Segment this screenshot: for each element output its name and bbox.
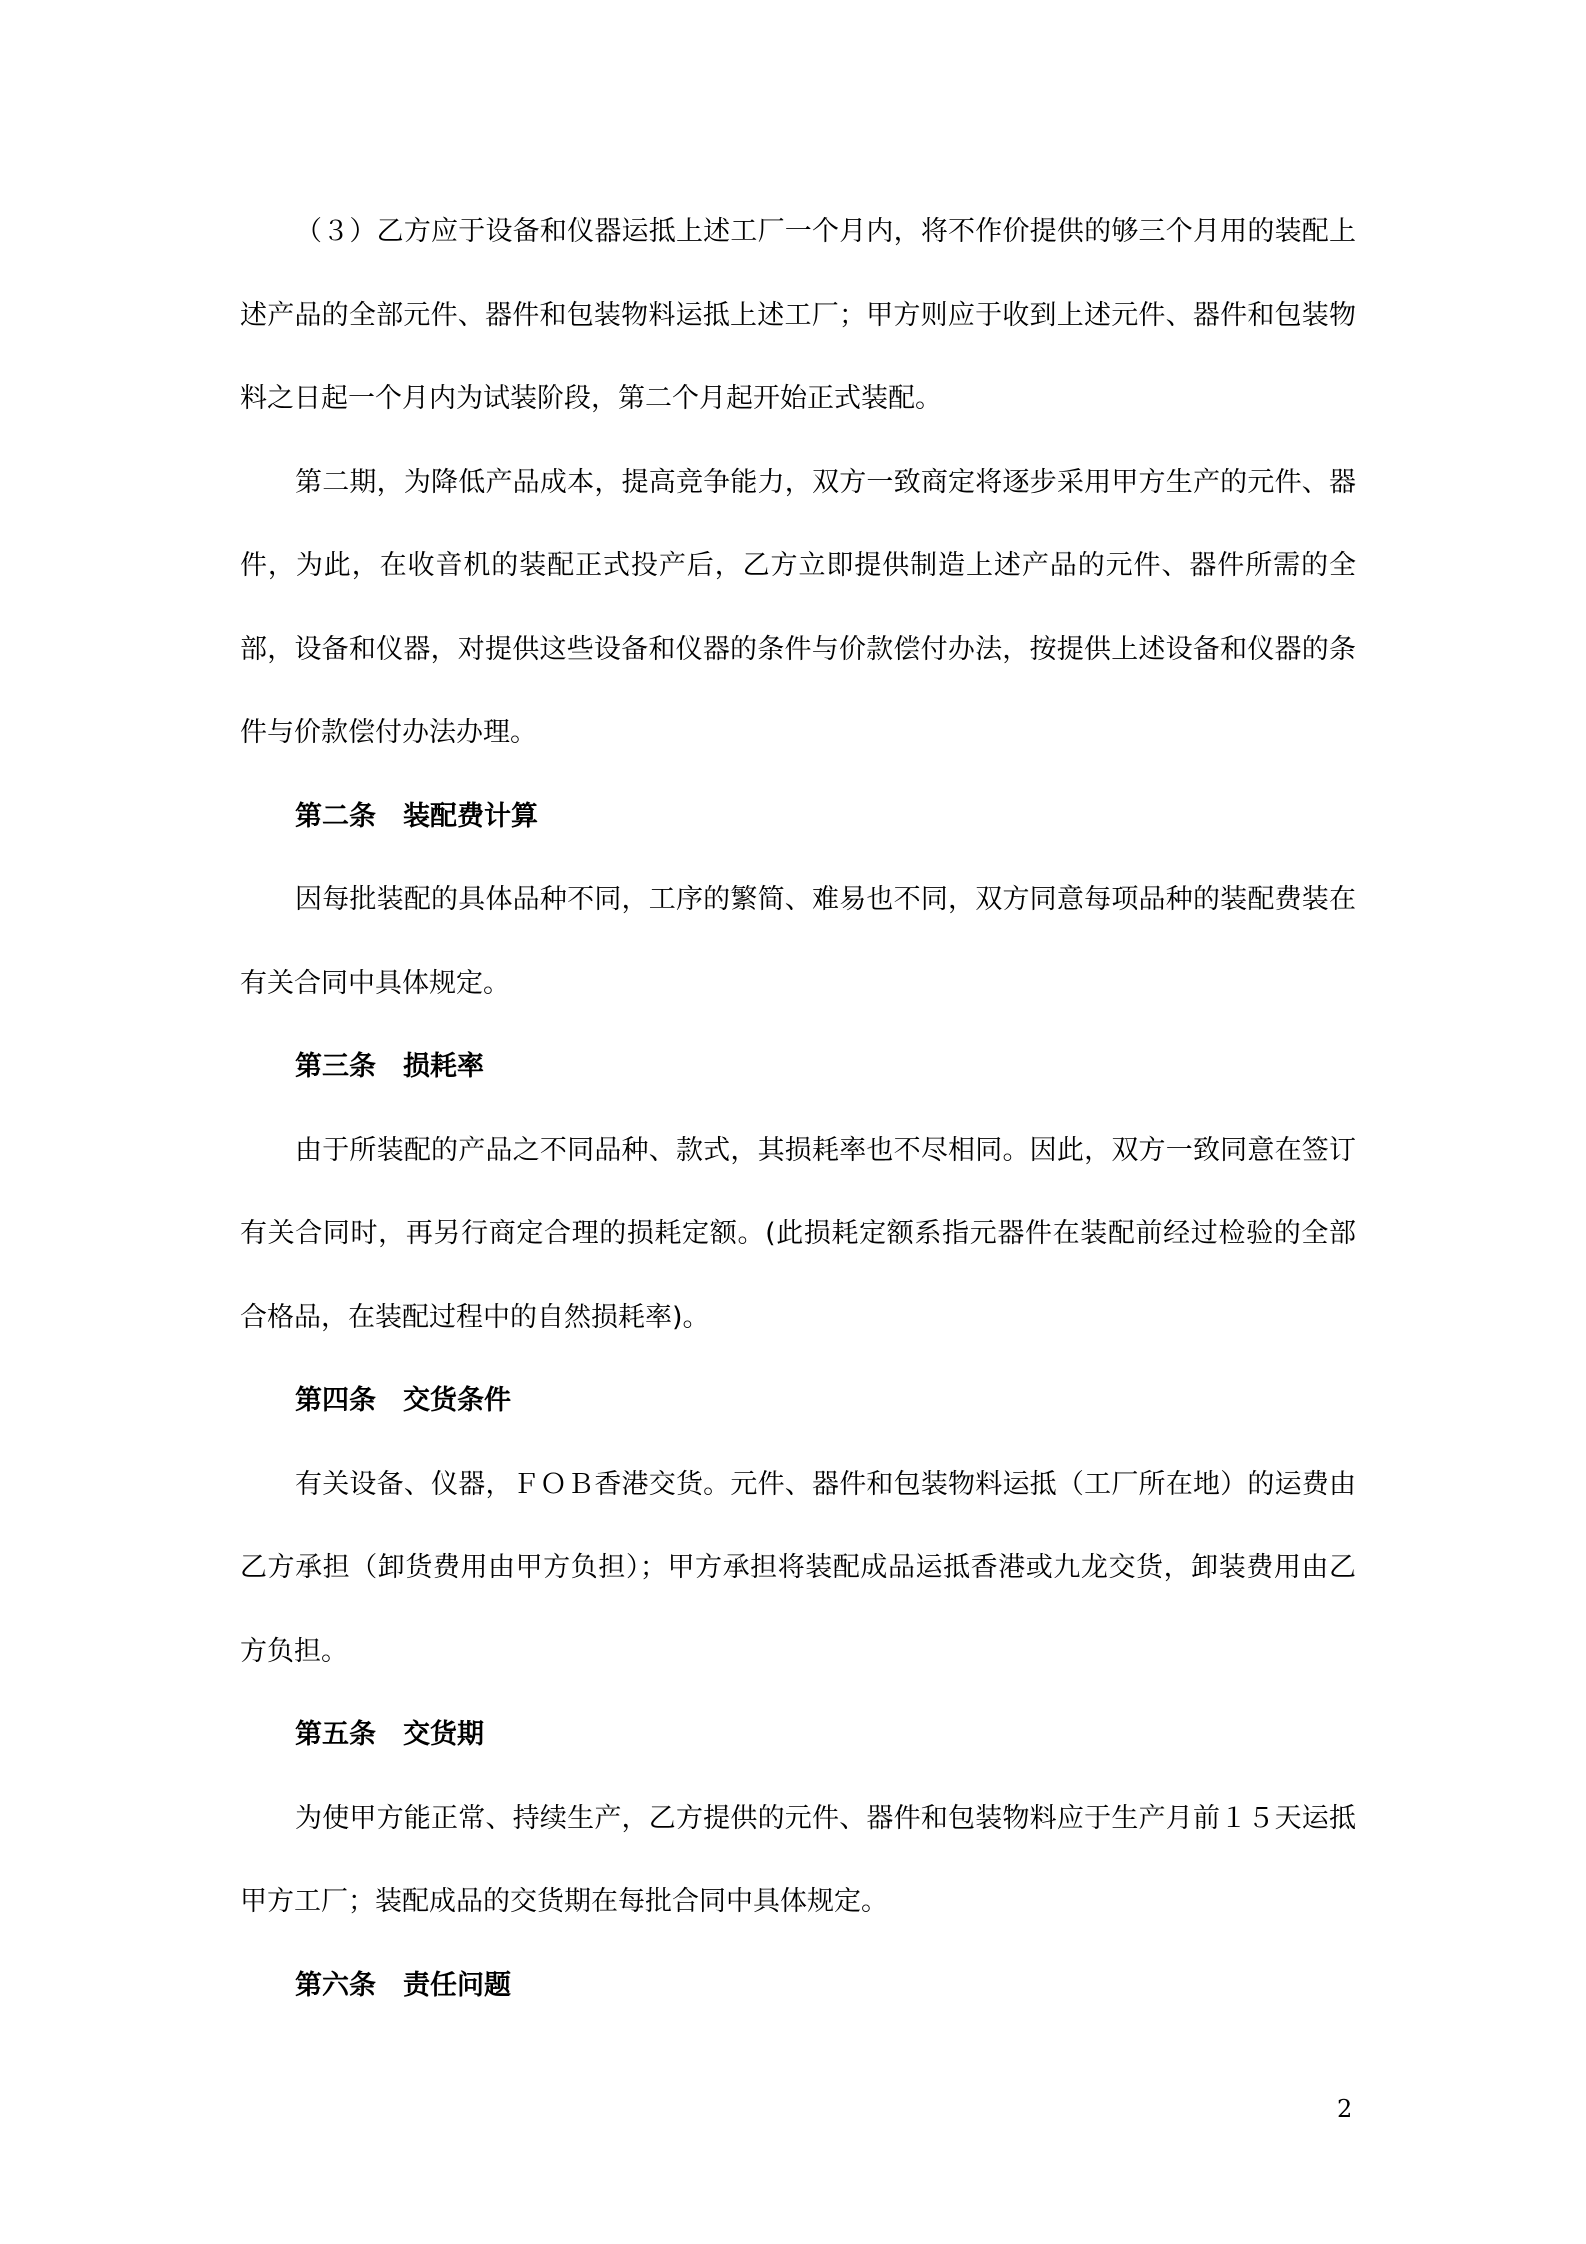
article-6-heading: 第六条 责任问题 — [295, 1969, 511, 2001]
paragraph-phase2: 第二期，为降低产品成本，提高竞争能力，双方一致商定将逐步采用甲方生产的元件、器件，为此，在收音机的装配正式投产后，乙方立即提供制造上述产品的元件、器件所需的全部，设备和仪器，对提供这些设备和仪器的条件与价款偿付办法，按提供上述设备和仪器的条件与价款偿付办法办理。 — [240, 466, 1356, 748]
article-4-paragraph: 有关设备、仪器，ＦＯＢ香港交货。元件、器件和包装物料运抵（工厂所在地）的运费由乙方承担（卸货费用由甲方负担）；甲方承担将装配成品运抵香港或九龙交货，卸装费用由乙方负担。 — [240, 1468, 1356, 1667]
article-3-paragraph: 由于所装配的产品之不同品种、款式，其损耗率也不尽相同。因此，双方一致同意在签订有关合同时，再另行商定合理的损耗定额。(此损耗定额系指元器件在装配前经过检验的全部合格品，在装配过程中的自然损耗率)。 — [240, 1134, 1356, 1333]
document-body — [240, 190, 1356, 2027]
article-5-paragraph: 为使甲方能正常、持续生产，乙方提供的元件、器件和包装物料应于生产月前１５天运抵甲方工厂；装配成品的交货期在每批合同中具体规定。 — [240, 1802, 1356, 1917]
page-number: 2 — [1337, 2095, 1353, 2123]
article-4-heading: 第四条 交货条件 — [295, 1385, 511, 1416]
article-2-heading: 第二条 装配费计算 — [295, 800, 538, 832]
article-2-paragraph: 因每批装配的具体品种不同，工序的繁简、难易也不同，双方同意每项品种的装配费装在有关合同中具体规定。 — [240, 884, 1356, 999]
article-3-heading: 第三条 损耗率 — [295, 1051, 484, 1082]
paragraph-phase1-item3: （３）乙方应于设备和仪器运抵上述工厂一个月内，将不作价提供的够三个月用的装配上述产品的全部元件、器件和包装物料运抵上述工厂；甲方则应于收到上述元件、器件和包装物料之日起一个月内为试装阶段，第二个月起开始正式装配。 — [240, 216, 1356, 414]
article-5-heading: 第五条 交货期 — [295, 1719, 484, 1750]
